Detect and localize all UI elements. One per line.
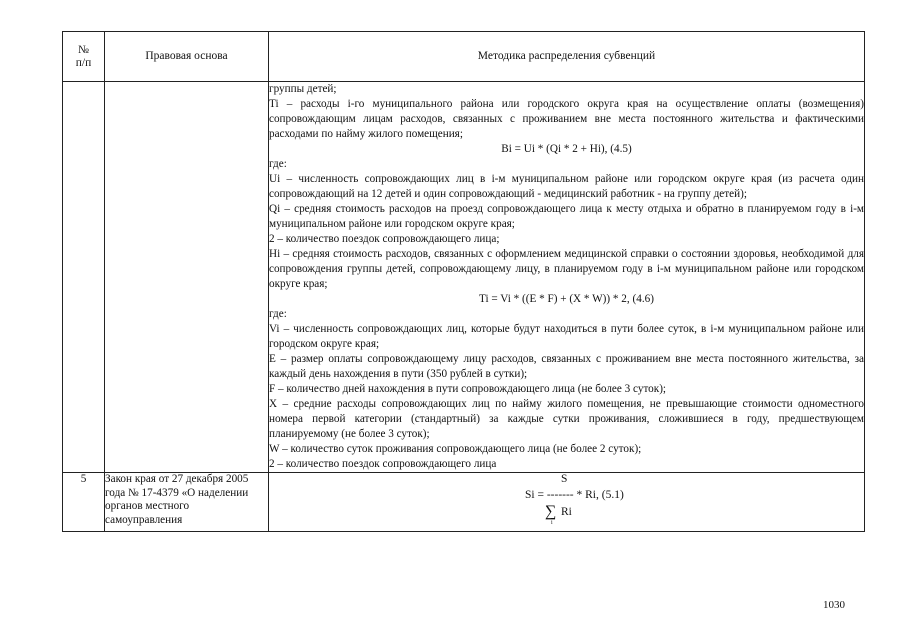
- definition: Qi – средняя стоимость расходов на проезд сопровождающего лица к месту отдыха и обратно в планируемом году в i-м муниципальном районе или городском округе края;: [269, 203, 864, 230]
- table-row-5: [63, 473, 865, 532]
- formula-4-5: Bi = Ui * (Qi * 2 + Hi), (4.5): [501, 143, 632, 155]
- formula-4-6: Ti = Vi * ((E * F) + (X * W)) * 2, (4.6): [479, 293, 654, 305]
- text-line: Ti – расходы i-го муниципального района или городского округа края на осуществление оплаты (возмещения) сопровождающим лицам расходов, связанных с проживанием вне места постоянного жительства и фактическими расходами по найму жилого помещения;: [269, 98, 864, 140]
- definition: F – количество дней нахождения в пути сопровождающего лица (не более 3 суток);: [269, 383, 667, 395]
- where-label: где:: [269, 308, 287, 320]
- cell-legal-empty: [105, 82, 269, 473]
- sum-symbol: ∑: [545, 503, 557, 520]
- table-row-continuation: [63, 82, 865, 473]
- definition: Ui – численность сопровождающих лиц в i-м муниципальном районе или городском округе края (из расчета один сопровождающий на 12 детей и один сопровождающий - медицинский работник - на группу детей);: [269, 173, 864, 200]
- table-header-row: [63, 32, 865, 82]
- definition: Hi – средняя стоимость расходов, связанных с оформлением медицинской справки о состоянии здоровья, необходимой для сопровождения группы детей, сопровождающему лицу, в планируемом году в i-м муниципальном районе или городском округе края;: [269, 248, 864, 290]
- cell-number-empty: [63, 82, 105, 473]
- row5-legal-basis: Закон края от 27 декабря 2005 года № 17-4379 «О наделении органов местного самоуправления: [105, 473, 269, 532]
- formula-5-1: [269, 473, 864, 531]
- cell-methodology-continuation: [269, 82, 865, 473]
- formula-main: Si = ------- * Ri, (5.1): [525, 489, 624, 501]
- definition: X – средние расходы сопровождающих лиц по найму жилого помещения, не превышающие стоимости одноместного номера первой категории (стандартный) за каждые сутки проживания, сложившиеся в году, предшествующем планируемому (не более 3 суток);: [269, 398, 864, 440]
- page-number: 1030: [823, 599, 845, 611]
- subventions-table: [62, 31, 865, 532]
- definition: E – размер оплаты сопровождающему лицу расходов, связанных с проживанием вне места постоянного жительства, за каждый день нахождения в пути (350 рублей в сутки);: [269, 353, 864, 380]
- row5-methodology: [269, 473, 865, 532]
- formula-numerator: S: [561, 473, 568, 485]
- where-label: где:: [269, 158, 287, 170]
- definition: W – количество суток проживания сопровождающего лица (не более 2 суток);: [269, 443, 642, 455]
- row5-number: 5: [63, 473, 105, 532]
- header-number: № п/п: [63, 32, 105, 82]
- sum-index: i: [551, 520, 553, 526]
- header-legal-basis: Правовая основа: [105, 32, 269, 82]
- header-methodology: Методика распределения субвенций: [269, 32, 865, 82]
- definition: 2 – количество поездок сопровождающего лица;: [269, 233, 500, 245]
- text-line: группы детей;: [269, 83, 337, 95]
- definition: Vi – численность сопровождающих лиц, которые будут находиться в пути более суток, в i-м муниципальном районе или городском округе края;: [269, 323, 864, 350]
- definition: 2 – количество поездок сопровождающего лица: [269, 458, 497, 470]
- formula-denominator: Ri: [561, 506, 572, 518]
